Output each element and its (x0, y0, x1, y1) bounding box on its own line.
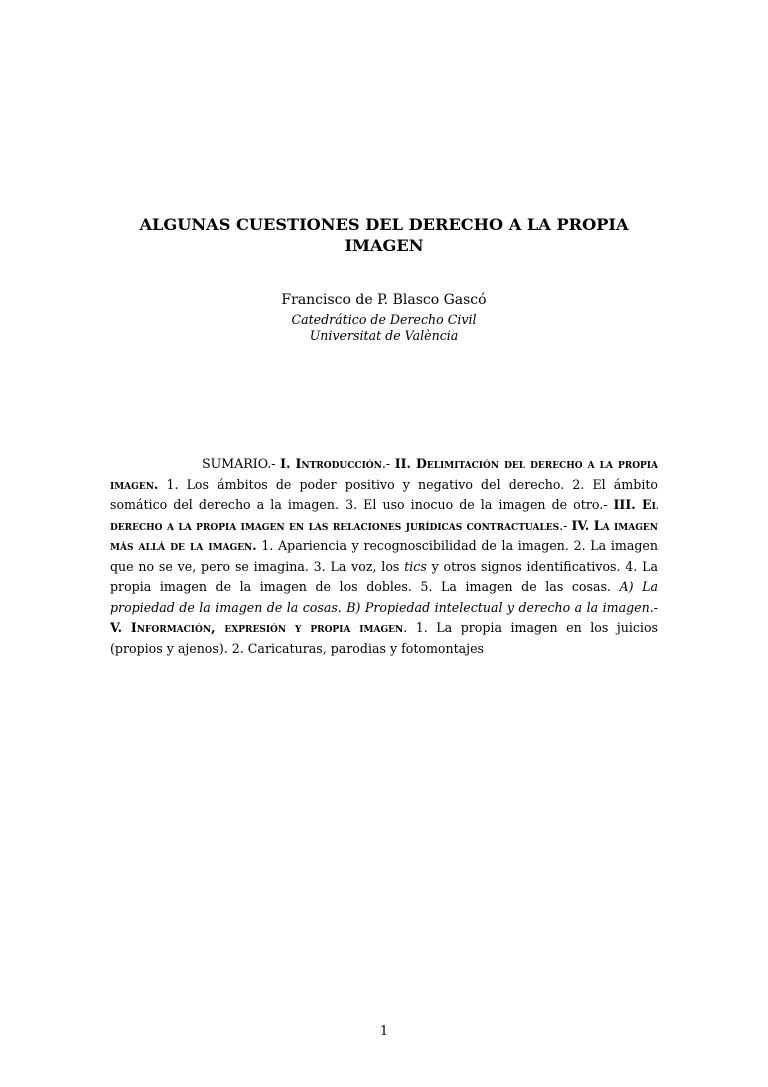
section-2-number: II. (394, 456, 416, 471)
section-2-items: 1. Los ámbitos de poder positivo y negativo del derecho. 2. El ámbito somático del derecho a la imagen. 3. El uso inocuo de la imagen de otro.- (110, 476, 658, 512)
author-name: Francisco de P. Blasco Gascó (281, 292, 487, 308)
summary-paragraph (110, 454, 658, 659)
section-3-title: El derecho a la propia imagen en las relaciones jurídicas contractuales (110, 497, 658, 533)
separator: .- (381, 456, 395, 471)
section-4-number: IV. (571, 517, 594, 533)
section-3-number: III. (613, 497, 643, 512)
section-2-title: Delimitación del derecho a la propia imagen (110, 456, 658, 492)
summary-label: SUMARIO.- (202, 456, 281, 471)
author-institution: Universitat de València (309, 328, 459, 343)
section-5-items: . 1. La propia imagen en los juicios (propios y ajenos). 2. Caricaturas, parodias y fotomontajes (110, 620, 658, 656)
section-4-tics: tics (404, 558, 427, 574)
section-1-number: I. (280, 456, 296, 471)
section-2-dot: . (153, 476, 159, 492)
separator: .- (649, 599, 658, 615)
author-position: Catedrático de Derecho Civil (291, 312, 477, 327)
section-4-title: La imagen más allá de la imagen. (110, 517, 658, 553)
section-4-subsections: A) La propiedad de la imagen de la cosas. B) Propiedad intelectual y derecho a la imagen (110, 579, 658, 615)
document-title: ALGUNAS CUESTIONES DEL DERECHO A LA PROPIA IMAGEN (139, 215, 629, 255)
section-4-items-b: y otros signos identificativos. 4. La propia imagen de la imagen de los dobles. 5. La imagen de las cosas. (110, 558, 658, 594)
section-5-title: Información, expresión y propia imagen (130, 620, 404, 635)
section-1-title: Introducción (295, 456, 382, 471)
section-4-items-a: 1. Apariencia y recognoscibilidad de la imagen. 2. La imagen que no se ve, pero se imagina. 3. La voz, los (110, 538, 658, 574)
separator: .- (559, 517, 572, 533)
page-number: 1 (379, 1024, 389, 1039)
section-5-number: V. (110, 620, 131, 635)
